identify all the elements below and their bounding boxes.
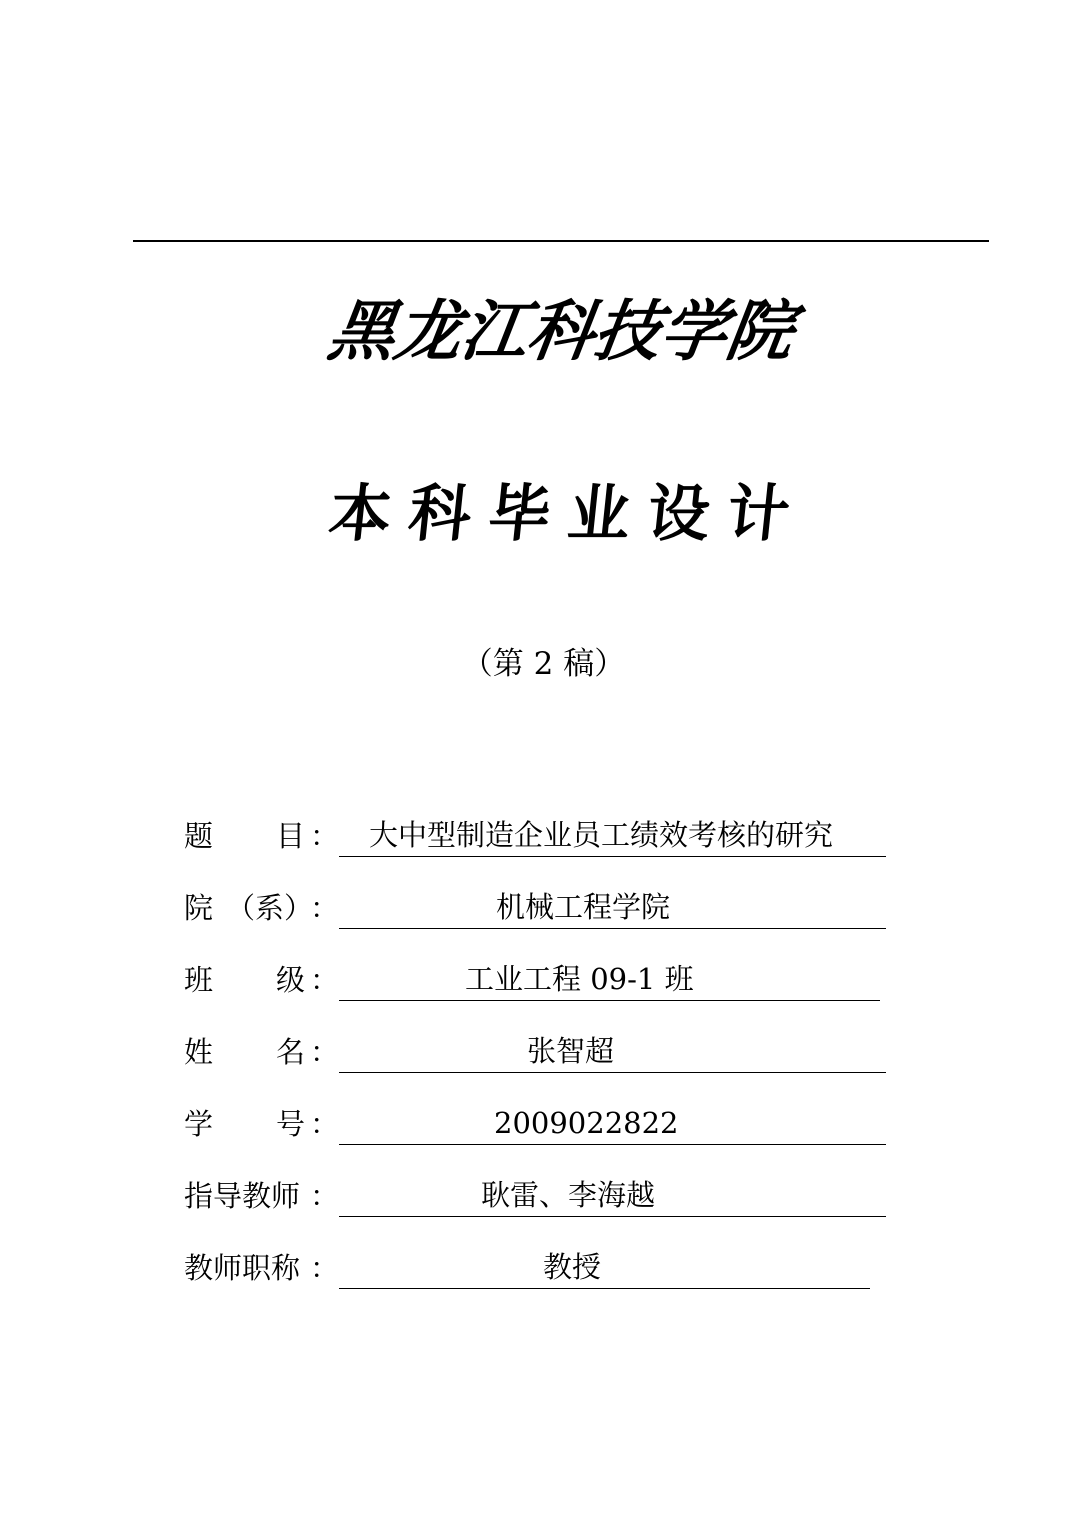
field-advisor-value: 耿雷、李海越	[481, 1178, 656, 1212]
title-char-6: 计	[723, 476, 794, 550]
field-name-label-a: 姓	[184, 1035, 214, 1069]
field-class-colon: ：	[310, 963, 340, 997]
field-student-id-label-a: 学	[184, 1107, 214, 1141]
field-advisor	[184, 1172, 889, 1220]
field-name-colon: ：	[310, 1035, 340, 1069]
field-name-value: 张智超	[527, 1034, 615, 1068]
field-department-label-b: （系）	[226, 891, 314, 925]
field-department-label-a: 院	[184, 891, 214, 925]
field-student-id-label-b: 号	[276, 1107, 306, 1141]
field-topic-label-b: 目	[276, 819, 306, 853]
top-rule	[133, 240, 989, 242]
field-advisor-label: 指导教师	[184, 1179, 301, 1213]
field-name	[184, 1028, 889, 1076]
title-char-5: 设	[644, 476, 714, 550]
school-name-char-7: 院	[721, 291, 795, 370]
school-name-calligraphy	[322, 270, 797, 380]
title-char-3: 毕	[484, 476, 555, 550]
field-advisor-colon: ：	[310, 1179, 340, 1213]
field-student-id-colon: ：	[310, 1107, 340, 1141]
field-topic	[184, 812, 889, 860]
field-department-underline	[339, 884, 886, 929]
field-advisor-title-underline	[339, 1244, 870, 1289]
field-department	[184, 884, 889, 932]
field-class-underline	[339, 956, 880, 1001]
title-char-1: 本	[325, 476, 396, 550]
field-topic-colon: ：	[310, 819, 340, 853]
field-department-colon: ：	[310, 891, 340, 925]
school-name-char-2: 龙	[390, 291, 464, 370]
field-topic-label-a: 题	[184, 819, 214, 853]
field-student-id	[184, 1100, 889, 1148]
field-advisor-title-label: 教师职称	[184, 1251, 301, 1285]
title-char-2: 科	[405, 476, 475, 550]
field-advisor-underline	[339, 1172, 886, 1217]
field-advisor-title	[184, 1244, 889, 1292]
field-class-label-a: 班	[184, 963, 214, 997]
field-class-value: 工业工程 09-1 班	[465, 962, 694, 996]
field-topic-value: 大中型制造企业员工绩效考核的研究	[369, 818, 834, 852]
title-char-4: 业	[564, 476, 635, 550]
school-name-char-1: 黑	[323, 291, 397, 370]
document-title-calligraphy	[325, 458, 796, 558]
school-name-char-3: 江	[456, 291, 530, 370]
field-name-label-b: 名	[276, 1035, 306, 1069]
draft-number: （第 2 稿）	[461, 646, 626, 682]
school-name-char-4: 科	[522, 291, 596, 370]
field-advisor-title-colon: ：	[310, 1251, 340, 1285]
field-advisor-title-value: 教授	[543, 1250, 602, 1284]
field-class	[184, 956, 889, 1004]
field-class-label-b: 级	[276, 963, 306, 997]
field-student-id-underline	[339, 1100, 886, 1145]
field-topic-underline	[339, 812, 886, 857]
field-department-value: 机械工程学院	[496, 890, 671, 924]
school-name-char-5: 技	[589, 291, 663, 370]
field-name-underline	[339, 1028, 886, 1073]
field-student-id-value: 2009022822	[494, 1106, 679, 1140]
school-name-char-6: 学	[655, 291, 729, 370]
